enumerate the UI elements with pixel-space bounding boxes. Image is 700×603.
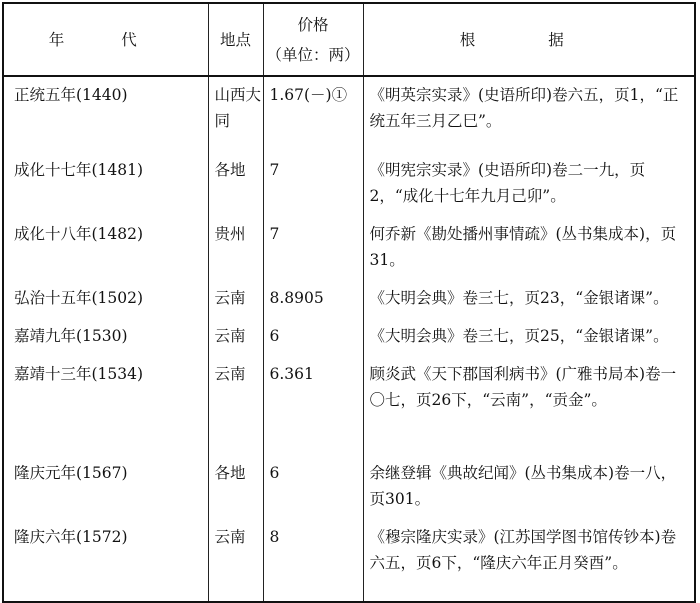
header-price-line2: （单位：两） (266, 45, 360, 64)
era-cell: 嘉靖十三年(1534) (3, 356, 208, 455)
place-cell: 云南 (208, 318, 263, 356)
header-source: 根 据 (363, 3, 695, 76)
header-row (3, 3, 695, 76)
place-cell: 各地 (208, 152, 263, 216)
header-place: 地点 (208, 3, 263, 76)
source-cell: 何乔新《勘处播州事情疏》(丛书集成本)，页31。 (363, 216, 695, 280)
era-cell: 正统五年(1440) (3, 76, 208, 152)
header-era: 年 代 (3, 3, 208, 76)
table-row (3, 318, 695, 356)
price-cell: 7 (263, 216, 363, 280)
price-cell: 6 (263, 455, 363, 519)
header-price-line1: 价格 (297, 15, 329, 34)
era-cell: 嘉靖九年(1530) (3, 318, 208, 356)
price-cell: 1.67(－)① (263, 76, 363, 152)
era-cell: 隆庆六年(1572) (3, 519, 208, 602)
source-cell: 《明宪宗实录》(史语所印)卷二一九，页2，“成化十七年九月己卯”。 (363, 152, 695, 216)
source-cell: 余继登辑《典故纪闻》(丛书集成本)卷一八，页301。 (363, 455, 695, 519)
place-cell: 云南 (208, 356, 263, 455)
table-row (3, 76, 695, 152)
era-cell: 成化十七年(1481) (3, 152, 208, 216)
place-cell: 各地 (208, 455, 263, 519)
gold-price-table (2, 2, 696, 603)
table-row (3, 356, 695, 455)
source-cell: 《大明会典》卷三七，页25，“金银诸课”。 (363, 318, 695, 356)
table-row (3, 280, 695, 318)
source-cell: 顾炎武《天下郡国利病书》(广雅书局本)卷一〇七，页26下，“云南”，“贡金”。 (363, 356, 695, 455)
era-cell: 弘治十五年(1502) (3, 280, 208, 318)
table-row (3, 519, 695, 602)
table-row (3, 152, 695, 216)
header-price (263, 3, 363, 76)
era-cell: 成化十八年(1482) (3, 216, 208, 280)
price-cell: 7 (263, 152, 363, 216)
table-row (3, 216, 695, 280)
era-cell: 隆庆元年(1567) (3, 455, 208, 519)
source-cell: 《大明会典》卷三七，页23，“金银诸课”。 (363, 280, 695, 318)
place-cell: 山西大同 (208, 76, 263, 152)
place-cell: 云南 (208, 519, 263, 602)
source-cell: 《穆宗隆庆实录》(江苏国学图书馆传钞本)卷六五，页6下，“隆庆六年正月癸酉”。 (363, 519, 695, 602)
price-cell: 6.361 (263, 356, 363, 455)
place-cell: 云南 (208, 280, 263, 318)
price-cell: 8.8905 (263, 280, 363, 318)
price-cell: 8 (263, 519, 363, 602)
place-cell: 贵州 (208, 216, 263, 280)
table-row (3, 455, 695, 519)
source-cell: 《明英宗实录》(史语所印)卷六五，页1，“正统五年三月乙巳”。 (363, 76, 695, 152)
price-cell: 6 (263, 318, 363, 356)
